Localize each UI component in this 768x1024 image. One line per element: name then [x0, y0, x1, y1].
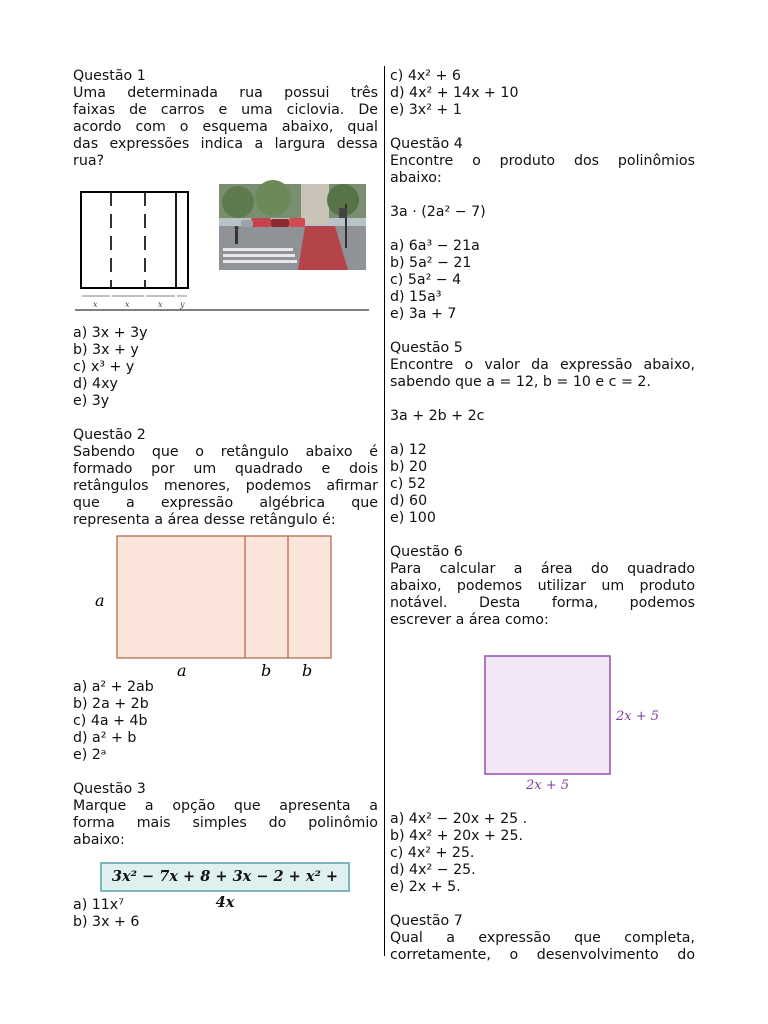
- q3-title: Questão 3: [73, 781, 146, 797]
- q7-title: Questão 7: [390, 913, 463, 929]
- q6-text-line-1: Para calcular a área do quadrado: [390, 561, 695, 577]
- q1-street-photo: [219, 180, 366, 270]
- q1-option-c[interactable]: c) x³ + y: [73, 359, 135, 375]
- q3-option-c[interactable]: c) 4x² + 6: [390, 68, 461, 84]
- q2-text-line-2: formado por um quadrado e dois: [73, 461, 378, 477]
- column-divider: [384, 66, 385, 956]
- q2-option-d[interactable]: d) a² + b: [73, 730, 137, 746]
- q1-option-a[interactable]: a) 3x + 3y: [73, 325, 148, 341]
- q2-title: Questão 2: [73, 427, 146, 443]
- q6-title: Questão 6: [390, 544, 463, 560]
- q4-text-line-1: Encontre o produto dos polinômios: [390, 153, 695, 169]
- q6-side-label-bottom: 2x + 5: [526, 778, 570, 793]
- q2-option-b[interactable]: b) 2a + 2b: [73, 696, 149, 712]
- q2-text-line-5: representa a área desse retângulo é:: [73, 512, 336, 528]
- q3-option-e[interactable]: e) 3x² + 1: [390, 102, 462, 118]
- q2-label-bottom-b1: b: [261, 661, 272, 679]
- q6-option-b[interactable]: b) 4x² + 20x + 25.: [390, 828, 523, 844]
- q5-text-line-2: sabendo que a = 12, b = 10 e c = 2.: [390, 374, 651, 390]
- q2-option-a[interactable]: a) a² + 2ab: [73, 679, 154, 695]
- q2-label-side-a: a: [95, 591, 105, 610]
- q1-label-y: y: [180, 300, 185, 309]
- q7-text-line-1: Qual a expressão que completa,: [390, 930, 695, 946]
- q1-text-line-5: rua?: [73, 153, 105, 169]
- right-column: [390, 68, 695, 964]
- q5-option-c[interactable]: c) 52: [390, 476, 426, 492]
- q1-title: Questão 1: [73, 68, 146, 84]
- q3-option-b[interactable]: b) 3x + 6: [73, 914, 140, 930]
- q6-square: [485, 656, 610, 774]
- q6-text-line-3: notável. Desta forma, podemos: [390, 595, 695, 611]
- q4-text-line-2: abaixo:: [390, 170, 442, 186]
- q6-option-e[interactable]: e) 2x + 5.: [390, 879, 461, 895]
- q4-option-d[interactable]: d) 15a³: [390, 289, 442, 305]
- q1-text-line-1: Uma determinada rua possui três: [73, 85, 378, 101]
- q3-option-a[interactable]: a) 11x⁷: [73, 897, 124, 913]
- q2-rectangle: [117, 536, 331, 658]
- q2-text-line-1: Sabendo que o retângulo abaixo é: [73, 444, 378, 460]
- q7-text-line-2: corretamente, o desenvolvimento do: [390, 947, 695, 963]
- q5-expression: 3a + 2b + 2c: [390, 408, 485, 424]
- q6-figure: [390, 629, 695, 811]
- q1-text-line-3: acordo com o esquema abaixo, qual: [73, 119, 378, 135]
- q5-option-a[interactable]: a) 12: [390, 442, 427, 458]
- q1-option-b[interactable]: b) 3x + y: [73, 342, 139, 358]
- q1-label-x3: x: [158, 300, 163, 309]
- q2-label-bottom-a: a: [177, 661, 187, 679]
- q1-lane-diagram: [73, 174, 373, 324]
- q1-option-d[interactable]: d) 4xy: [73, 376, 118, 392]
- q6-option-c[interactable]: c) 4x² + 25.: [390, 845, 475, 861]
- q5-option-b[interactable]: b) 20: [390, 459, 428, 475]
- q2-option-c[interactable]: c) 4a + 4b: [73, 713, 148, 729]
- q1-option-e[interactable]: e) 3y: [73, 393, 110, 409]
- q6-option-d[interactable]: d) 4x² − 25.: [390, 862, 476, 878]
- q6-text-line-2: abaixo, podemos utilizar um produto: [390, 578, 695, 594]
- left-column: [73, 68, 378, 931]
- q5-option-e[interactable]: e) 100: [390, 510, 436, 526]
- q4-option-a[interactable]: a) 6a³ − 21a: [390, 238, 480, 254]
- q5-option-d[interactable]: d) 60: [390, 493, 428, 509]
- q1-figure: [73, 170, 378, 325]
- q2-text-line-4: que a expressão algébrica que: [73, 495, 378, 511]
- q2-rectangle-diagram: [73, 529, 378, 679]
- q5-title: Questão 5: [390, 340, 463, 356]
- q3-option-d[interactable]: d) 4x² + 14x + 10: [390, 85, 519, 101]
- q1-text-line-2: faixas de carros e uma ciclovia. De: [73, 102, 378, 118]
- q2-label-bottom-b2: b: [302, 661, 313, 679]
- q1-text-line-4: das expressões indica a largura dessa: [73, 136, 378, 152]
- q6-side-label-right: 2x + 5: [616, 709, 660, 724]
- q6-option-a[interactable]: a) 4x² − 20x + 25 .: [390, 811, 528, 827]
- q4-option-e[interactable]: e) 3a + 7: [390, 306, 457, 322]
- q4-option-b[interactable]: b) 5a² − 21: [390, 255, 472, 271]
- q2-option-e[interactable]: e) 2ᵃ: [73, 747, 107, 763]
- q3-polynomial-box: [100, 862, 350, 911]
- q4-title: Questão 4: [390, 136, 463, 152]
- q3-polynomial: 3x² − 7x + 8 + 3x − 2 + x² + 4x: [111, 868, 339, 911]
- q3-text-line-2: forma mais simples do polinômio: [73, 815, 378, 831]
- q4-expression: 3a · (2a² − 7): [390, 204, 486, 220]
- q1-label-x1: x: [93, 300, 98, 309]
- q4-option-c[interactable]: c) 5a² − 4: [390, 272, 462, 288]
- q6-text-line-4: escrever a área como:: [390, 612, 549, 628]
- q3-text-line-3: abaixo:: [73, 832, 125, 848]
- q6-square-diagram: [390, 629, 695, 811]
- q5-text-line-1: Encontre o valor da expressão abaixo,: [390, 357, 695, 373]
- q2-text-line-3: retângulos menores, podemos afirmar: [73, 478, 378, 494]
- q3-text-line-1: Marque a opção que apresenta a: [73, 798, 378, 814]
- q1-label-x2: x: [125, 300, 130, 309]
- q2-figure: [73, 529, 378, 679]
